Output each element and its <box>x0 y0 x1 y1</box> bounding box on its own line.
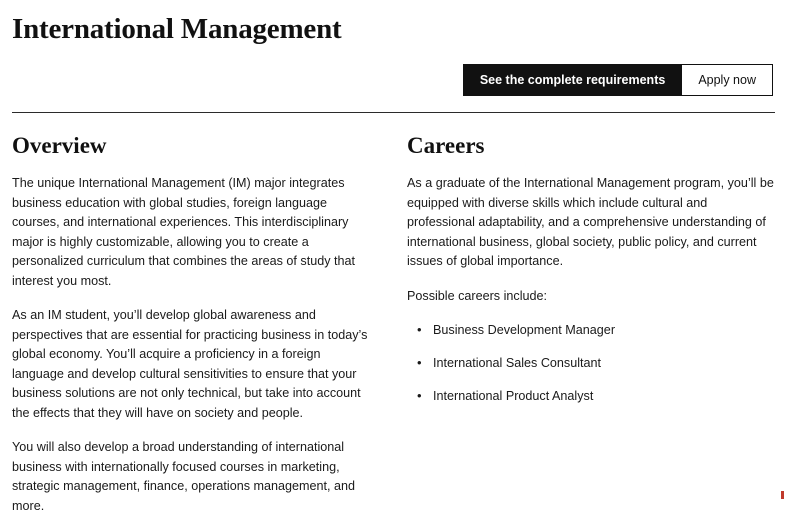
list-item: • International Sales Consultant <box>433 354 775 373</box>
page-title: International Management <box>12 13 342 45</box>
list-item: • International Product Analyst <box>433 387 775 406</box>
careers-intro-paragraph: As a graduate of the International Management program, you’ll be equipped with diverse skills which include cultural and professional adaptability, and a comprehensive understanding of international business, global society, public policy, and current issues of global importance. <box>407 176 774 269</box>
content-columns <box>12 112 775 516</box>
page-container <box>0 13 787 513</box>
list-item: • Business Development Manager <box>433 321 775 340</box>
see-complete-requirements-button[interactable]: See the complete requirements <box>463 64 681 96</box>
careers-heading: Careers <box>407 132 485 158</box>
overview-paragraph-3: You will also develop a broad understanding of international business with internationally focused courses in marketing, strategic management, finance, operations management, and more. <box>12 440 356 513</box>
overview-heading: Overview <box>12 132 107 158</box>
apply-now-button[interactable]: Apply now <box>681 64 773 96</box>
careers-list-intro: Possible careers include: <box>407 288 548 303</box>
action-button-group <box>12 64 775 96</box>
overview-paragraph-1: The unique International Management (IM) major integrates business education with global studies, foreign language courses, and international experiences. This interdisciplinary major is highly customizable, allowing you to create a personalized curriculum that combines the areas of study that interest you most. <box>12 176 356 288</box>
overview-paragraph-2: As an IM student, you’ll develop global awareness and perspectives that are essential for practicing business in today’s global economy. You’ll acquire a proficiency in a foreign language and develop cultural sensitivities to ensure that your business solutions are not only technical, but take into account the effects that they will have on society and people. <box>12 308 368 420</box>
careers-list <box>407 321 775 406</box>
careers-column <box>393 112 775 516</box>
accent-mark <box>781 491 784 499</box>
overview-column <box>12 112 393 516</box>
